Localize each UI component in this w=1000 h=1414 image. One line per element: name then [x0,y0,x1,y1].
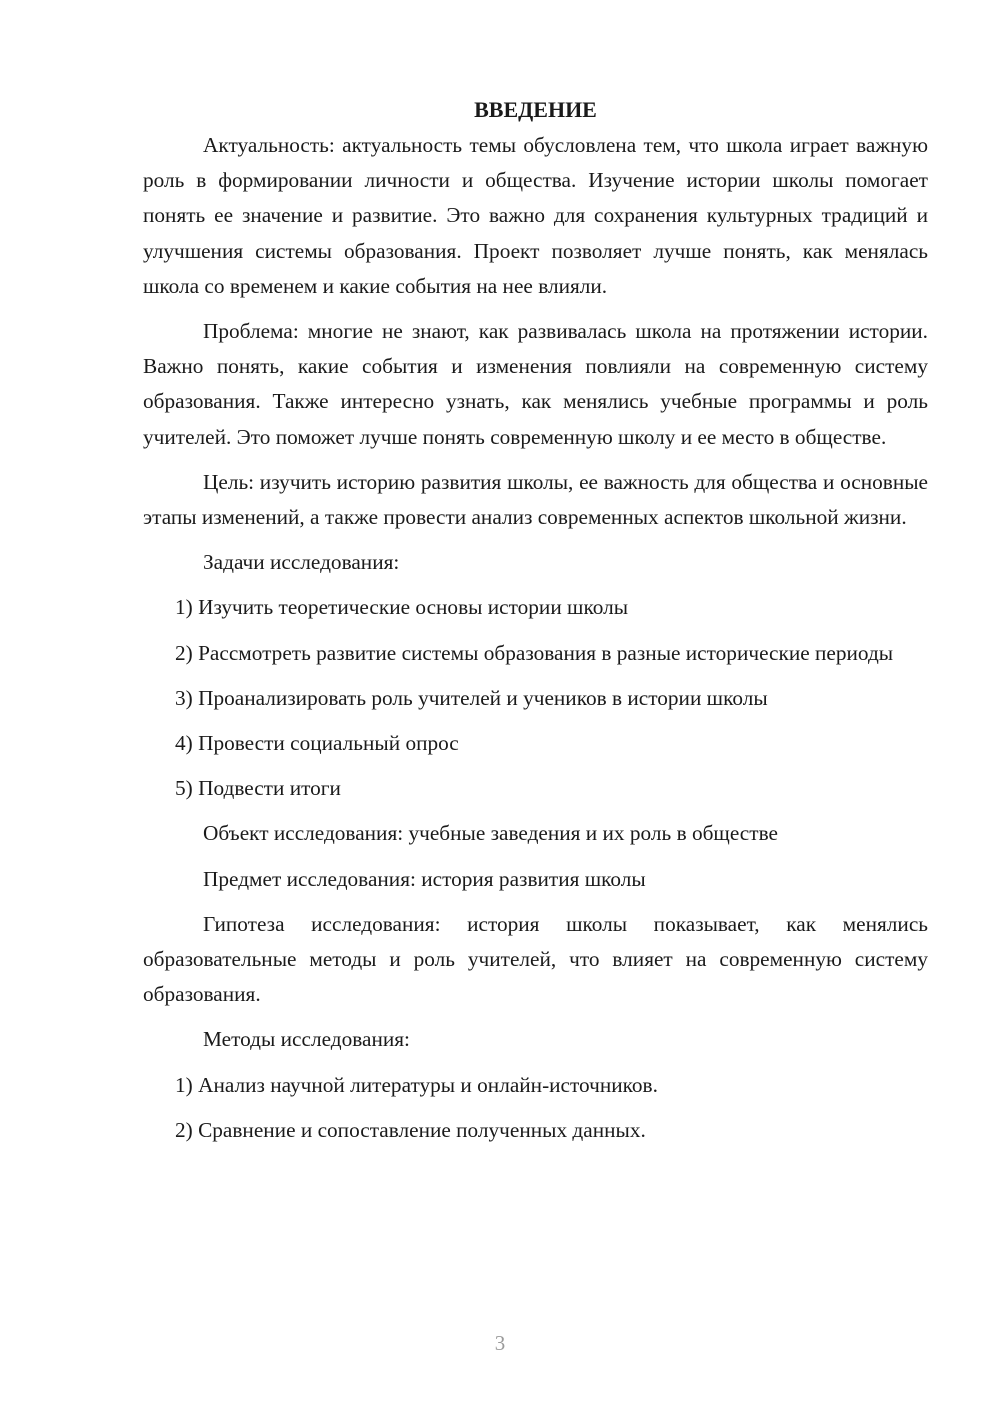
page-number: 3 [494,1331,506,1355]
task-item: 4) Провести социальный опрос [175,731,459,756]
task-item: 3) Проанализировать роль учителей и учеников в истории школы [175,685,768,710]
methods-heading: Методы исследования: [203,1027,410,1052]
object-line: Объект исследования: учебные заведения и их роль в обществе [203,821,778,846]
subject-line: Предмет исследования: история развития школы [203,866,646,891]
task-item: 2) Рассмотреть развитие системы образования в разные исторические периоды [175,640,894,665]
relevance-paragraph: Актуальность: актуальность темы обусловлена тем, что школа играет важную роль в формировании личности и общества. Изучение истории школы помогает понять ее значение и развитие. Это важно для сохранения культурных традиций и улучшения системы образования. Проект позволяет лучше понять, как менялась школа со временем и какие события на нее влияли. [143,133,928,298]
goal-paragraph: Цель: изучить историю развития школы, ее важность для общества и основные этапы изменений, а также провести анализ современных аспектов школьной жизни. [143,469,928,530]
hypothesis-paragraph: Гипотеза исследования: история школы показывает, как менялись образовательные методы и роль учителей, что влияет на современную систему образования. [143,911,928,1007]
method-item: 2) Сравнение и сопоставление полученных данных. [175,1117,646,1142]
method-item: 1) Анализ научной литературы и онлайн-источников. [175,1072,658,1097]
task-item: 5) Подвести итоги [175,776,341,801]
page-title: ВВЕДЕНИЕ [474,97,597,122]
document-page [143,94,928,1158]
problem-paragraph: Проблема: многие не знают, как развивалась школа на протяжении истории. Важно понять, какие события и изменения повлияли на современную систему образования. Также интересно узнать, как менялись учебные программы и роль учителей. Это поможет лучше понять современную школу и ее место в обществе. [143,319,928,449]
tasks-heading: Задачи исследования: [203,550,400,575]
task-item: 1) Изучить теоретические основы истории школы [175,595,629,620]
